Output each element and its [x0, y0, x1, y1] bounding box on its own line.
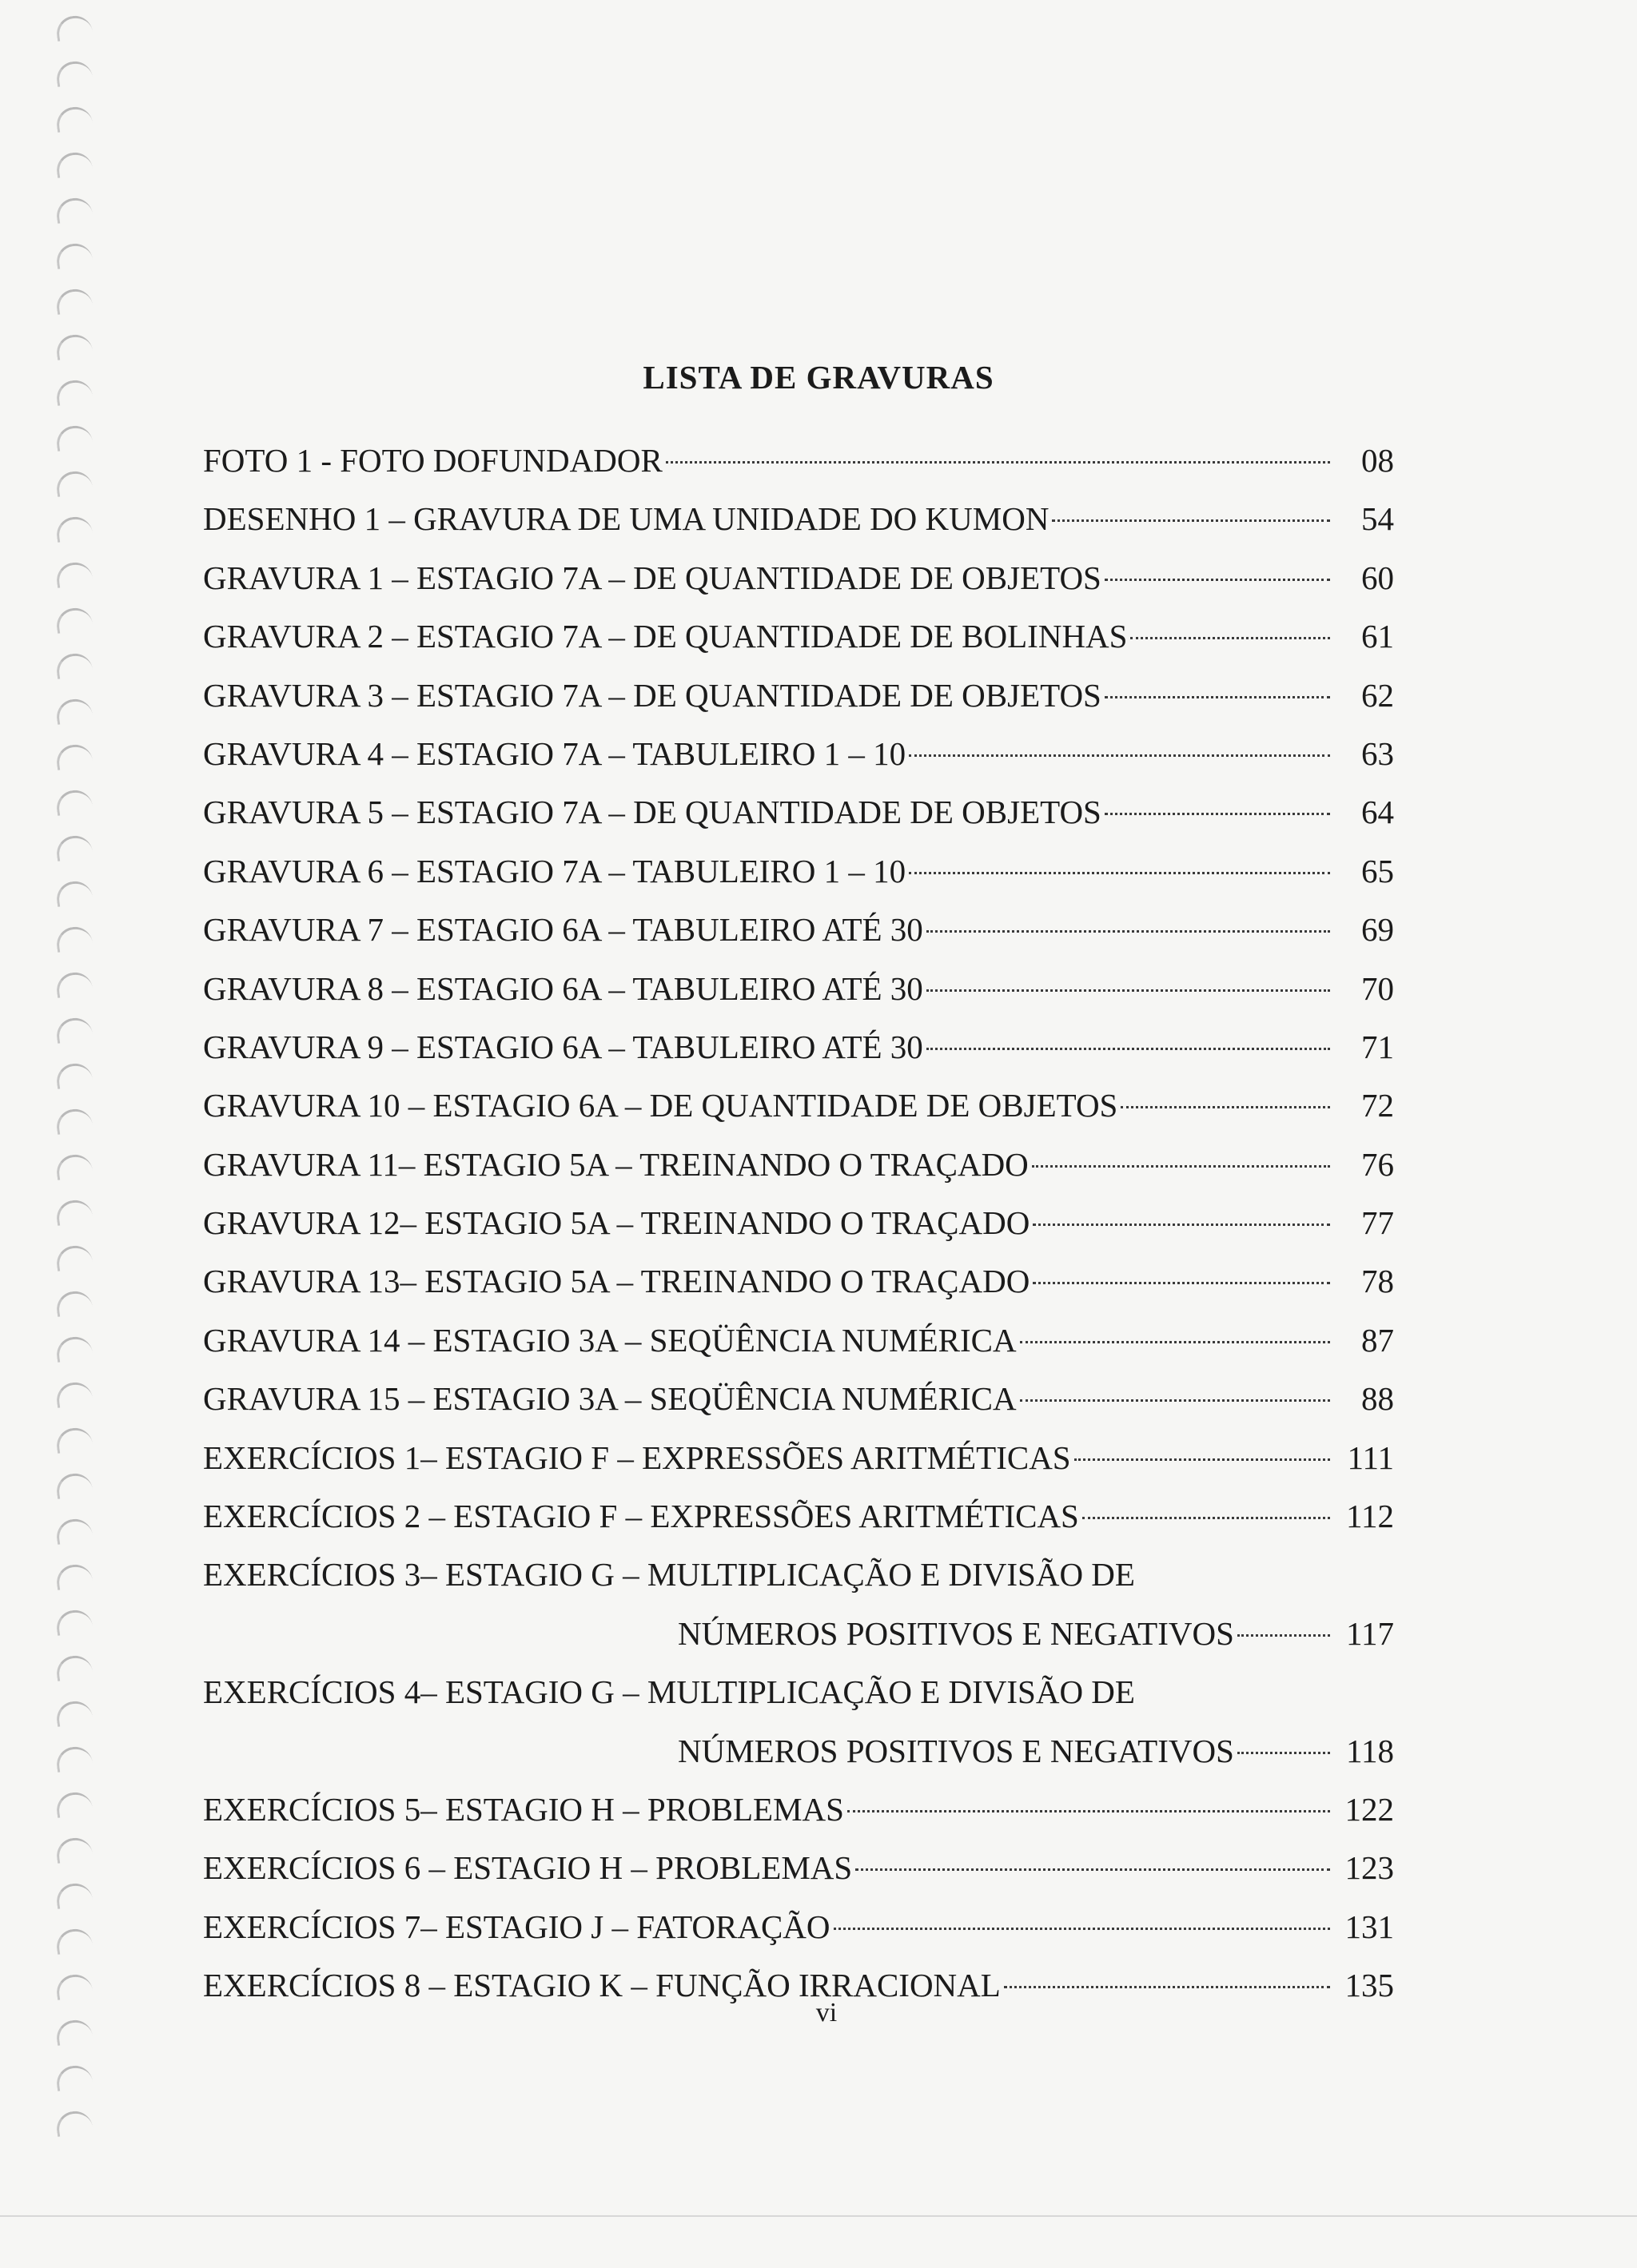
list-item	[203, 1311, 1394, 1370]
list-item-page-number: 61	[1361, 618, 1394, 655]
list-item-page-number: 64	[1361, 794, 1394, 831]
list-item-page-number: 118	[1346, 1732, 1394, 1769]
binding-hole	[54, 560, 94, 588]
page-number: vi	[815, 1998, 838, 2027]
list-item-page-number: 77	[1361, 1204, 1394, 1242]
dot-leader	[1033, 1224, 1330, 1226]
list-item-label: GRAVURA 3 – ESTAGIO 7A – DE QUANTIDADE DE OBJETOS	[203, 676, 1101, 714]
list-item-page-number: 78	[1361, 1263, 1394, 1300]
binding-hole	[54, 332, 94, 360]
dot-leader	[909, 872, 1330, 874]
binding-hole	[54, 742, 94, 770]
list-item-line	[203, 1018, 1394, 1076]
list-item-line	[203, 901, 1394, 959]
list-item	[203, 1546, 1394, 1663]
dot-leader	[926, 989, 1330, 992]
list-item	[203, 1194, 1394, 1252]
list-item-label: GRAVURA 4 – ESTAGIO 7A – TABULEIRO 1 – 10	[203, 734, 906, 772]
list-item-label: EXERCÍCIOS 6 – ESTAGIO H – PROBLEMAS	[203, 1849, 853, 1887]
list-item-label: GRAVURA 9 – ESTAGIO 6A – TABULEIRO ATÉ 30	[203, 1028, 923, 1065]
list-item-page-number: 76	[1361, 1145, 1394, 1183]
binding-hole	[54, 1426, 94, 1454]
list-item-page-number: 122	[1344, 1791, 1394, 1828]
list-item-line	[203, 1136, 1394, 1194]
list-item-page-number: 62	[1361, 676, 1394, 714]
list-item-page-number: 88	[1361, 1380, 1394, 1418]
list-item-line	[203, 1311, 1394, 1370]
list-item	[203, 960, 1394, 1018]
dot-leader	[1020, 1341, 1330, 1343]
binding-hole	[54, 1061, 94, 1089]
list-item-page-number: 63	[1361, 734, 1394, 772]
binding-hole	[54, 1653, 94, 1681]
binding-hole	[54, 1380, 94, 1408]
list-item-label: DESENHO 1 – GRAVURA DE UMA UNIDADE DO KUMON	[203, 500, 1050, 538]
list-item-label: EXERCÍCIOS 7– ESTAGIO J – FATORAÇÃO	[203, 1908, 830, 1945]
list-item	[203, 1136, 1394, 1194]
dot-leader	[1074, 1458, 1330, 1461]
dot-leader	[1032, 1165, 1330, 1168]
figure-list	[203, 432, 1394, 2015]
dot-leader	[1237, 1752, 1330, 1754]
binding-hole	[54, 970, 94, 998]
binding-hole	[54, 241, 94, 269]
list-item-label-continuation: NÚMEROS POSITIVOS E NEGATIVOS	[678, 1614, 1234, 1652]
list-item-second-line	[203, 1605, 1394, 1663]
list-item-line	[203, 1370, 1394, 1428]
binding-hole	[54, 834, 94, 861]
list-item-first-line	[203, 1663, 1394, 1721]
list-item-page-number: 123	[1344, 1849, 1394, 1887]
binding-hole	[54, 1972, 94, 2000]
binding-hole	[54, 925, 94, 953]
list-item-label: EXERCÍCIOS 2 – ESTAGIO F – EXPRESSÕES ARITMÉTICAS	[203, 1498, 1079, 1535]
page-edge-divider	[0, 2215, 1637, 2217]
dot-leader	[1082, 1517, 1330, 1519]
binding-hole	[54, 424, 94, 452]
dot-leader	[1105, 696, 1330, 698]
binding-hole	[54, 1152, 94, 1180]
dot-leader	[1052, 519, 1330, 522]
list-item-page-number: 131	[1344, 1908, 1394, 1945]
list-item-label: GRAVURA 11– ESTAGIO 5A – TREINANDO O TRAÇADO	[203, 1145, 1029, 1183]
dot-leader	[1105, 813, 1330, 815]
dot-leader	[1020, 1399, 1330, 1402]
list-item	[203, 1487, 1394, 1546]
list-item-label: GRAVURA 12– ESTAGIO 5A – TREINANDO O TRAÇADO	[203, 1204, 1030, 1242]
list-item-label: GRAVURA 2 – ESTAGIO 7A – DE QUANTIDADE DE BOLINHAS	[203, 618, 1128, 655]
list-item-page-number: 71	[1361, 1028, 1394, 1065]
binding-hole	[54, 1107, 94, 1135]
binding-hole	[54, 606, 94, 634]
dot-leader	[926, 930, 1330, 933]
list-item	[203, 1370, 1394, 1428]
binding-hole	[54, 2063, 94, 2091]
list-item-page-number: 54	[1361, 500, 1394, 538]
list-item	[203, 1018, 1394, 1076]
binding-hole	[54, 1016, 94, 1044]
list-item	[203, 842, 1394, 901]
list-item-label: GRAVURA 7 – ESTAGIO 6A – TABULEIRO ATÉ 30	[203, 911, 923, 949]
list-item-line	[203, 725, 1394, 783]
binding-hole	[54, 150, 94, 178]
list-item	[203, 1429, 1394, 1487]
dot-leader	[855, 1868, 1330, 1871]
list-item-line	[203, 1898, 1394, 1956]
list-item-label: GRAVURA 13– ESTAGIO 5A – TREINANDO O TRAÇADO	[203, 1263, 1030, 1300]
binding-hole	[54, 1881, 94, 1909]
list-item-label-continuation: NÚMEROS POSITIVOS E NEGATIVOS	[678, 1732, 1234, 1769]
list-item-line	[203, 1781, 1394, 1839]
list-item-label: EXERCÍCIOS 3– ESTAGIO G – MULTIPLICAÇÃO E DIVISÃO DE	[203, 1556, 1135, 1594]
dot-leader	[1237, 1634, 1330, 1637]
list-item-page-number: 08	[1361, 442, 1394, 479]
binding-hole	[54, 1243, 94, 1271]
list-item-line	[203, 842, 1394, 901]
binding-hole	[54, 1335, 94, 1363]
binding-hole	[54, 59, 94, 87]
binding-hole	[54, 2109, 94, 2137]
binding-hole	[54, 1471, 94, 1499]
dot-leader	[666, 461, 1330, 464]
list-item-label: EXERCÍCIOS 4– ESTAGIO G – MULTIPLICAÇÃO E DIVISÃO DE	[203, 1673, 1135, 1711]
list-item	[203, 1898, 1394, 1956]
list-item-line	[203, 1194, 1394, 1252]
list-item	[203, 666, 1394, 725]
list-item-page-number: 135	[1344, 1967, 1394, 2004]
list-item-line	[203, 607, 1394, 666]
list-item	[203, 1781, 1394, 1839]
list-item-line	[203, 1429, 1394, 1487]
binding-hole	[54, 1745, 94, 1773]
list-item-line	[203, 490, 1394, 548]
list-item-page-number: 72	[1361, 1087, 1394, 1124]
list-item	[203, 901, 1394, 959]
list-item	[203, 490, 1394, 548]
list-item-label: GRAVURA 6 – ESTAGIO 7A – TABULEIRO 1 – 10	[203, 852, 906, 889]
list-item-page-number: 70	[1361, 969, 1394, 1007]
list-item-page-number: 112	[1346, 1498, 1394, 1535]
dot-leader	[847, 1810, 1330, 1812]
list-item-label: GRAVURA 5 – ESTAGIO 7A – DE QUANTIDADE DE OBJETOS	[203, 794, 1101, 831]
binding-hole	[54, 788, 94, 816]
list-item-page-number: 117	[1346, 1614, 1394, 1652]
list-item	[203, 783, 1394, 842]
spiral-binding-marks	[48, 8, 112, 2246]
list-item	[203, 549, 1394, 607]
list-item	[203, 725, 1394, 783]
list-item-label: GRAVURA 15 – ESTAGIO 3A – SEQÜÊNCIA NUMÉRICA	[203, 1380, 1017, 1418]
list-item-page-number: 69	[1361, 911, 1394, 949]
binding-hole	[54, 697, 94, 725]
binding-hole	[54, 469, 94, 497]
list-item-line	[203, 432, 1394, 490]
list-item-label: EXERCÍCIOS 5– ESTAGIO H – PROBLEMAS	[203, 1791, 844, 1828]
binding-hole	[54, 1699, 94, 1727]
list-item-line	[203, 1252, 1394, 1311]
list-item-first-line	[203, 1546, 1394, 1604]
list-item-label: EXERCÍCIOS 8 – ESTAGIO K – FUNÇÃO IRRACIONAL	[203, 1967, 1001, 2004]
list-item	[203, 432, 1394, 490]
binding-hole	[54, 1562, 94, 1590]
list-item	[203, 1252, 1394, 1311]
list-item-line	[203, 1839, 1394, 1897]
list-item-page-number: 111	[1347, 1438, 1394, 1476]
list-item-line	[203, 1076, 1394, 1135]
binding-hole	[54, 196, 94, 224]
list-item-line	[203, 1487, 1394, 1546]
binding-hole	[54, 1927, 94, 1955]
list-item-label: GRAVURA 1 – ESTAGIO 7A – DE QUANTIDADE DE OBJETOS	[203, 559, 1101, 596]
list-item	[203, 1839, 1394, 1897]
dot-leader	[926, 1048, 1330, 1050]
list-item-page-number: 65	[1361, 852, 1394, 889]
binding-hole	[54, 1790, 94, 1818]
dot-leader	[1004, 1986, 1330, 1988]
binding-hole	[54, 1198, 94, 1226]
list-item	[203, 607, 1394, 666]
list-item-line	[203, 549, 1394, 607]
list-item-label: GRAVURA 14 – ESTAGIO 3A – SEQÜÊNCIA NUMÉRICA	[203, 1321, 1017, 1359]
list-item-label: GRAVURA 10 – ESTAGIO 6A – DE QUANTIDADE DE OBJETOS	[203, 1087, 1118, 1124]
list-item-line	[203, 960, 1394, 1018]
binding-hole	[54, 1836, 94, 1864]
binding-hole	[54, 515, 94, 543]
list-item-page-number: 87	[1361, 1321, 1394, 1359]
dot-leader	[1105, 579, 1330, 581]
dot-leader	[1130, 637, 1330, 639]
binding-hole	[54, 879, 94, 907]
binding-hole	[54, 105, 94, 133]
list-item	[203, 1663, 1394, 1781]
dot-leader	[1121, 1106, 1330, 1108]
dot-leader	[909, 754, 1330, 757]
list-item-line	[203, 666, 1394, 725]
list-item-label: EXERCÍCIOS 1– ESTAGIO F – EXPRESSÕES ARITMÉTICAS	[203, 1438, 1071, 1476]
list-item-line	[203, 783, 1394, 842]
dot-leader	[1033, 1282, 1330, 1284]
list-item-page-number: 60	[1361, 559, 1394, 596]
binding-hole	[54, 651, 94, 679]
binding-hole	[54, 1289, 94, 1317]
binding-hole	[54, 287, 94, 315]
binding-hole	[54, 1608, 94, 1636]
list-item-label: FOTO 1 - FOTO DOFUNDADOR	[203, 442, 663, 479]
page-title: LISTA DE GRAVURAS	[643, 359, 994, 396]
list-item	[203, 1076, 1394, 1135]
dot-leader	[834, 1928, 1330, 1930]
binding-hole	[54, 14, 94, 42]
binding-hole	[54, 1517, 94, 1545]
list-item-label: GRAVURA 8 – ESTAGIO 6A – TABULEIRO ATÉ 30	[203, 969, 923, 1007]
list-item-second-line	[203, 1722, 1394, 1781]
